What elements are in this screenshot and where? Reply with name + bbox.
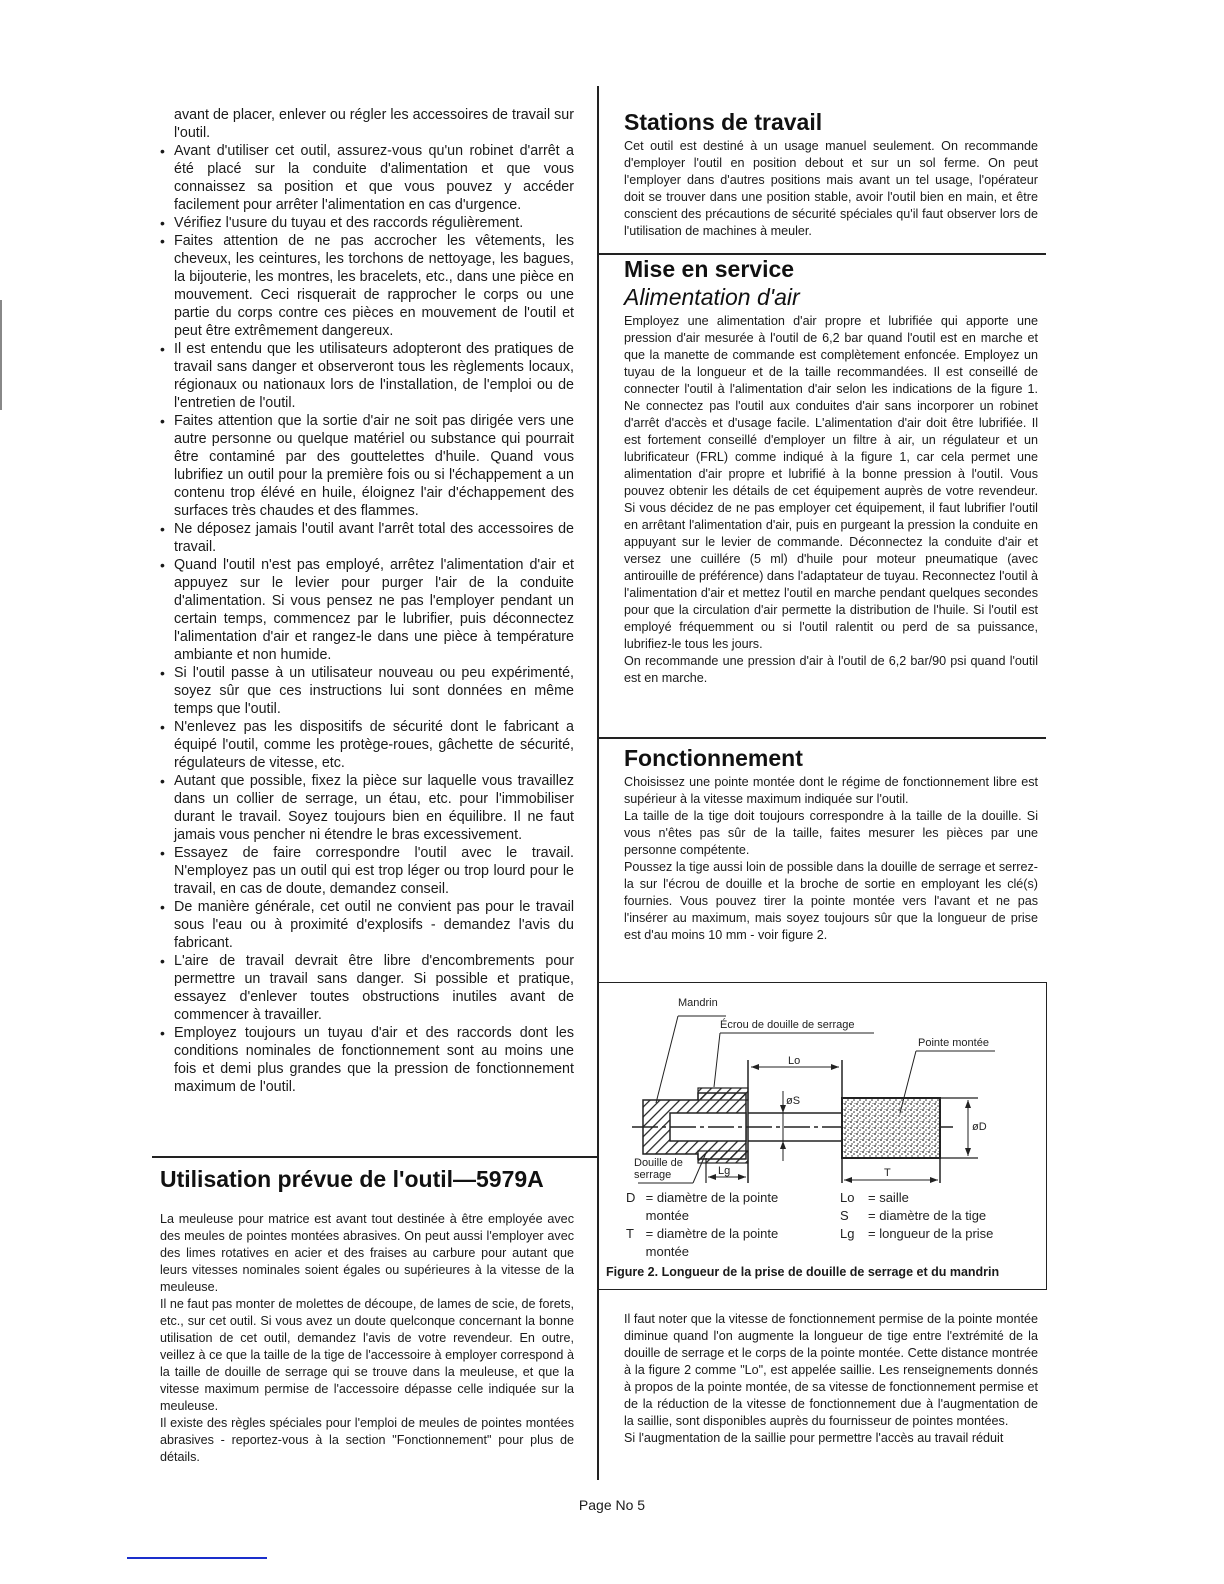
legend-value: = diamètre de la pointe montée: [645, 1226, 779, 1259]
paragraph: Poussez la tige aussi loin de possible dans la douille de serrage et serrez-la sur l'écrou de douille et la broche de sortie en employant les clé(s) fournies. Vous pouvez tirer la pointe montée vers l'avant et ne pas l'insérer au maximum, mais soyez toujours sûr que la longueur de prise est d'au moins 10 mm - voir figure 2.: [624, 860, 1038, 942]
figure-legend-left: [626, 1189, 806, 1261]
subsection-heading: Alimentation d'air: [624, 284, 800, 310]
paragraph: Si l'augmentation de la saillie pour permettre l'accès au travail réduit: [624, 1431, 1004, 1445]
bullet-item: • Si l'outil passe à un utilisateur nouveau ou peu expérimenté, soyez sûr que ces instructions lui sont données en même temps que l'outil.: [160, 664, 574, 718]
continuation-text: avant de placer, enlever ou régler les accessoires de travail sur l'outil.: [174, 107, 574, 141]
mise-en-service-section: [624, 255, 1038, 687]
section-rule: [152, 1156, 598, 1158]
bullet-item: • Avant d'utiliser cet outil, assurez-vous qu'un robinet d'arrêt a été placé sur la conduite d'alimentation et que vous connaissez sa position et que vous pouvez y accéder facilement pour arrêter l'alimentation en cas d'urgence.: [160, 142, 574, 214]
section-heading: Fonctionnement: [624, 745, 803, 771]
section-rule: [598, 737, 1046, 739]
bullet-item: • L'aire de travail devrait être libre d'encombrements pour permettre un travail sans danger. Si possible et pratique, essayez d'enlever toutes obstructions inutiles avant de commencer à travailler.: [160, 952, 574, 1024]
paragraph: La meuleuse pour matrice est avant tout destinée à être employée avec des meules de pointes montées abrasives. On peut aussi l'employer avec des limes rotatives en acier et des fraises au carbure pour autant que leurs vitesses nominales soient égales ou supérieures à la vitesse de la meuleuse.: [160, 1212, 574, 1294]
bullet-item: • Faites attention que la sortie d'air ne soit pas dirigée vers une autre personne ou quelque matériel ou substance qui pourrait être contaminé par des gouttelettes d'huile. Quand vous lubrifiez un outil pour la première fois ou si l'échappement a un contenu trop élévé en huile, éloignez l'air d'échappement des surfaces très chaudes et des flammes.: [160, 412, 574, 520]
paragraph: Employez une alimentation d'air propre et lubrifiée qui apporte une pression d'air mesurée à l'outil de 6,2 bar quand l'outil est en marche et que la manette de commande est complètement enfoncée. Employez un tuyau de la longueur et de la taille recommandées. Il est conseillé de connecter l'outil à l'alimentation d'air selon les indications de la figure 1. Ne connectez pas l'outil aux conduites d'air sans incorporer un robinet d'arrêt d'accès et d'usage facile. L'alimentation d'air doit être lubrifiée. Il est fortement conseillé d'employer un filtre à air, un régulateur et un lubrificateur (FRL) comme indiqué à la figure 1, car cela permet une alimentation d'air propre et lubrifié à la bonne pression à l'outil. Vous pouvez obtenir les détails de cet équipement auprès de votre revendeur. Si vous décidez de ne pas employer cet équipement, il faut lubrifier l'outil en arrêtant l'alimentation d'air, puis en purgeant la pression la conduite en appuyant sur le levier de commande. Déconnectez la conduite d'air et versez une cuillére (5 ml) d'huile pour moteur pneumatique (avec antirouille de préférence) dans l'adaptateur de tuyau. Reconnectez l'outil à l'alimentation d'air et mettez l'outil en marche pendant quelques secondes pour que la circulation d'air permette la distribution de l'huile. Si l'outil est employé fréquemment ou si l'outil ralentit ou perd de sa puissance, lubrifiez-le tous les jours.: [624, 314, 1038, 651]
fonctionnement-section: [624, 744, 1038, 944]
legend-value: = diamètre de la tige: [868, 1208, 987, 1223]
label-os: øS: [786, 1095, 801, 1107]
bullet-item: • Essayez de faire correspondre l'outil avec le travail. N'employez pas un outil qui est trop léger ou trop lourd pour le travail, en cas de doute, demandez conseil.: [160, 844, 574, 898]
bullet-item: • Autant que possible, fixez la pièce sur laquelle vous travaillez dans un collier de serrage, un étau, etc. pour l'immobiliser durant le travail. Soyez toujours bien en équilibre. Il ne faut jamais vous pencher ni étendre le bras excessivement.: [160, 772, 574, 844]
label-mandrin: Mandrin: [678, 997, 718, 1009]
left-column: [160, 106, 574, 1096]
safety-bullet-list: [160, 142, 574, 1096]
legend-value: = longueur de la prise: [868, 1226, 994, 1241]
figure-2: [598, 982, 1047, 1290]
bullet-item: • Vérifiez l'usure du tuyau et des raccords régulièrement.: [160, 214, 574, 232]
footnote-rule: [127, 1557, 267, 1559]
page-number: Page No 5: [578, 1497, 646, 1513]
stations-section: [624, 108, 1038, 240]
paragraph: Il faut noter que la vitesse de fonctionnement permise de la pointe montée diminue quand l'on augmente la longueur de tige entre l'extrémité de la douille de serrage et le corps de la pointe montée. Cette distance montrée à la figure 2 comme "Lo", est appelée saillie. Les renseignements donnés à propos de la pointe montée, de sa vitesse de fonctionnement permise et de la réduction de la vitesse de fonctionnement due à l'augmentation de la saillie, sont disponibles auprès du fournisseur de pointes montées.: [624, 1312, 1038, 1428]
label-lo: Lo: [788, 1055, 801, 1067]
label-t: T: [884, 1167, 891, 1179]
figure-caption: Figure 2. Longueur de la prise de douille de serrage et du mandrin: [606, 1265, 1000, 1279]
paragraph: Il existe des règles spéciales pour l'emploi de meules de pointes montées abrasives - reportez-vous à la section "Fonctionnement" pour plus de détails.: [160, 1416, 574, 1464]
paragraph: La taille de la tige doit toujours correspondre à la taille de la douille. Si vous n'êtes pas sûr de la taille, faites mesurer les pièces par une personne compétente.: [624, 809, 1038, 857]
section-heading: Utilisation prévue de l'outil—5979A: [160, 1166, 544, 1192]
bullet-item: • Quand l'outil n'est pas employé, arrêtez l'alimentation d'air et appuyez sur le levier pour purger l'air de la conduite d'alimentation. Si vous pensez ne pas l'employer pendant un certain temps, commencez par le lubrifier, puis déconnectez l'alimentation d'air et rangez-le dans une pièce à température ambiante et non humide.: [160, 556, 574, 664]
label-douille: Douille de serrage: [634, 1157, 683, 1181]
label-ecrou: Écrou de douille de serrage: [720, 1019, 855, 1031]
section-heading: Stations de travail: [624, 109, 823, 135]
usage-section: [160, 1165, 574, 1466]
legend-value: = saille: [868, 1190, 909, 1205]
legend-key: S: [840, 1208, 849, 1223]
bullet-item: • Ne déposez jamais l'outil avant l'arrêt total des accessoires de travail.: [160, 520, 574, 556]
legend-key: T: [626, 1226, 634, 1241]
legend-value: = diamètre de la pointe montée: [645, 1190, 779, 1223]
label-lg: Lg: [718, 1165, 731, 1177]
label-pointe-montee: Pointe montée: [918, 1037, 989, 1049]
label-od: øD: [972, 1121, 987, 1133]
section-heading: Mise en service: [624, 256, 795, 282]
bullet-item: • Employez toujours un tuyau d'air et des raccords dont les conditions nominales de fonctionnement sont au moins une fois et demi plus grandes que la pression de fonctionnement maximum de l'outil.: [160, 1024, 574, 1096]
paragraph: On recommande une pression d'air à l'outil de 6,2 bar/90 psi quand l'outil est en marche.: [624, 654, 1038, 685]
paragraph: Cet outil est destiné à un usage manuel seulement. On recommande d'employer l'outil en position debout et sur un sol ferme. On peut l'employer dans d'autres positions mais avant un tel usage, l'opérateur doit se trouver dans une position stable, avoir l'outil bien en main, et être conscient des précautions de sécurité spéciales qu'il faut observer lors de l'utilisation de machines à meuler.: [624, 139, 1038, 238]
figure-legend-right: [840, 1189, 1040, 1243]
bullet-item: • De manière générale, cet outil ne convient pas pour le travail sous l'eau ou à proximité d'explosifs - demandez l'avis du fabricant.: [160, 898, 574, 952]
paragraph: Choisissez une pointe montée dont le régime de fonctionnement libre est supérieur à la vitesse maximum indiquée sur l'outil.: [624, 775, 1038, 806]
legend-key: Lo: [840, 1190, 855, 1205]
after-figure-text: [624, 1311, 1038, 1447]
legend-key: D: [626, 1190, 636, 1205]
legend-key: Lg: [840, 1226, 855, 1241]
bullet-item: • Faites attention de ne pas accrocher les vêtements, les cheveux, les ceintures, les torchons de nettoyage, les bagues, la bijouterie, les montres, les bracelets, etc., dans une pièce en mouvement. Ceci risquerait de rapprocher le corps ou une partie du corps contre ces pièces en mouvement de l'outil et peut être extrêmement dangereux.: [160, 232, 574, 340]
bullet-item: • Il est entendu que les utilisateurs adopteront des pratiques de travail sans danger et observeront tous les règlements locaux, régionaux ou nationaux lors de l'installation, de l'emploi ou de l'entretien de l'outil.: [160, 340, 574, 412]
paragraph: Il ne faut pas monter de molettes de découpe, de lames de scie, de forets, etc., sur cet outil. Si vous avez un doute quelconque concernant la bonne utilisation de cet outil, demandez l'avis de votre revendeur. En outre, veillez à ce que la taille de la tige de l'accessoire à employer correspond à la taille de douille de serrage qui se trouve dans la meuleuse, et que la vitesse maximum permise de l'accessoire dépasse celle indiquée sur la meuleuse.: [160, 1297, 574, 1413]
scan-margin-mark: [0, 300, 2, 410]
bullet-item: • N'enlevez pas les dispositifs de sécurité dont le fabricant a équipé l'outil, comme les protège-roues, gâchette de sécurité, régulateurs de vitesse, etc.: [160, 718, 574, 772]
